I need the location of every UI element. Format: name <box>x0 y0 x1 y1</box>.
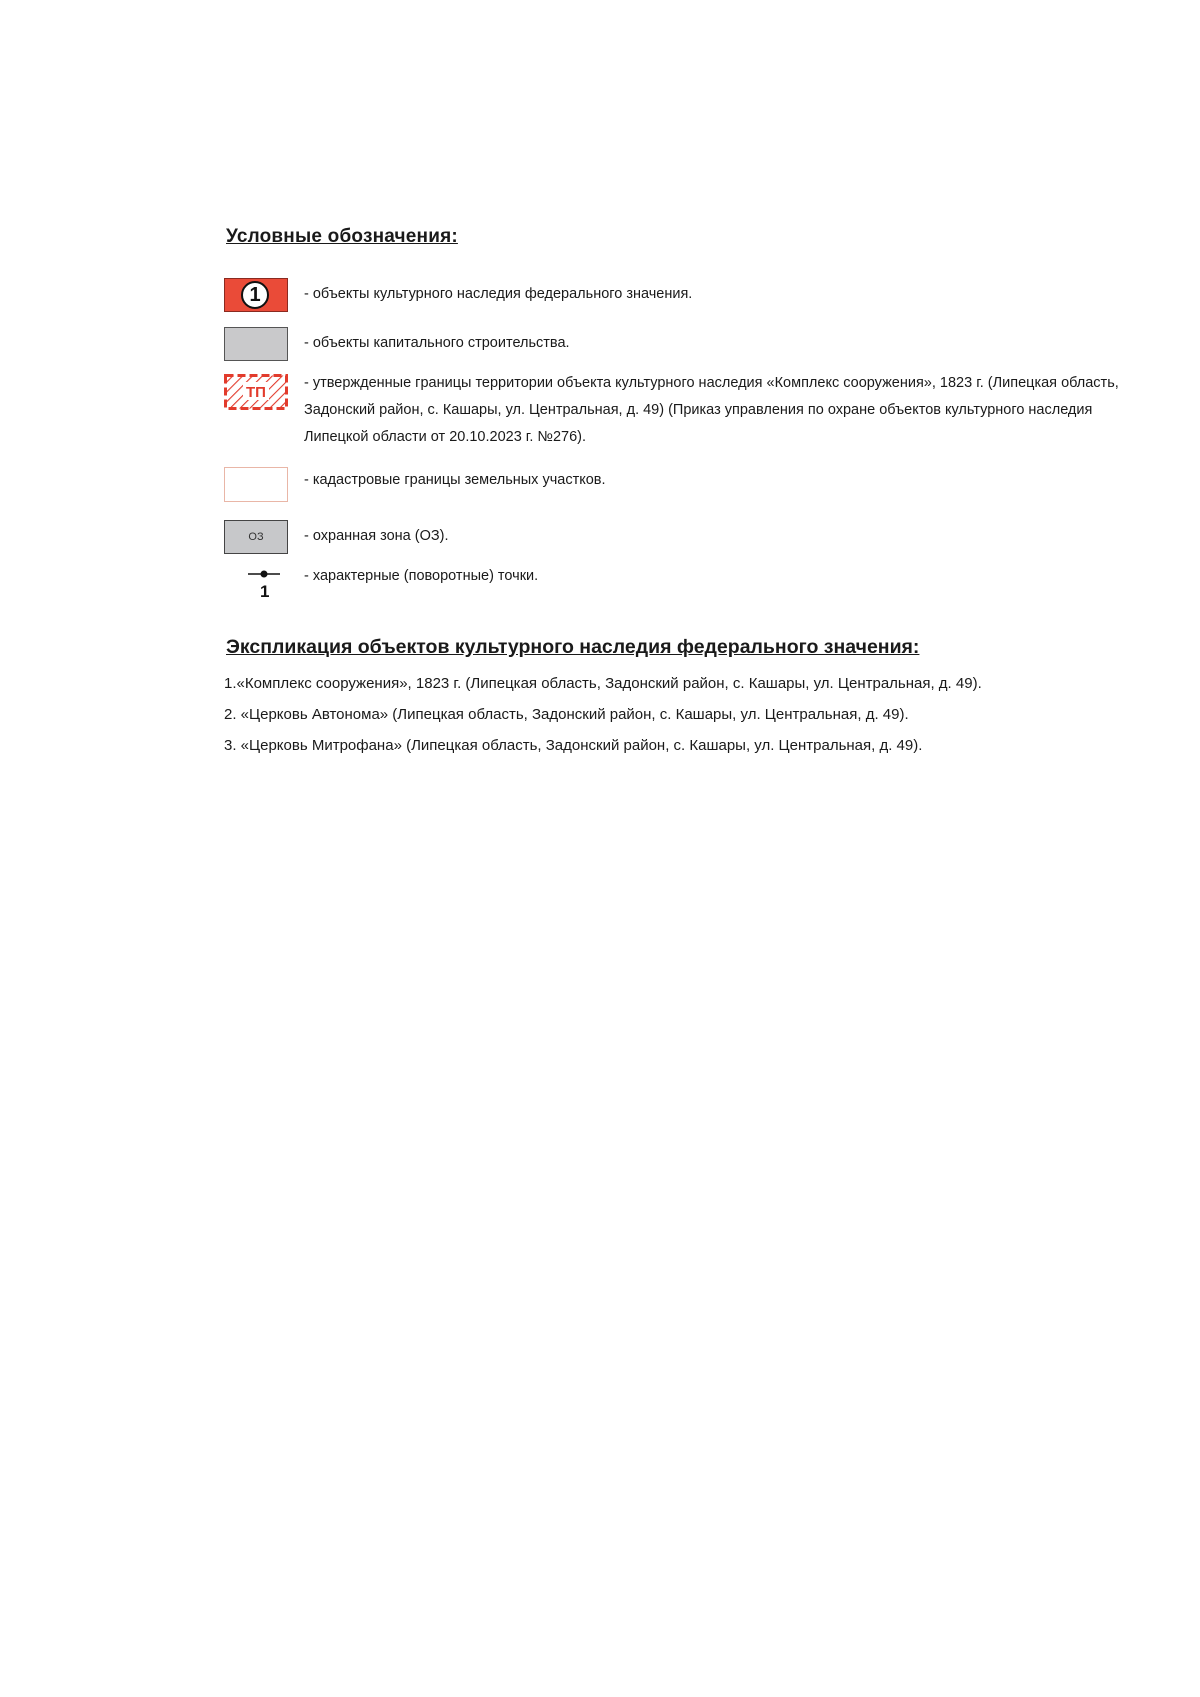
legend-item-federal-heritage <box>224 278 1124 314</box>
territory-code: ТП <box>246 384 266 401</box>
legend-item-cadastral-boundary <box>224 467 1124 503</box>
explication-item: 3. «Церковь Митрофана» (Липецкая область, Задонский район, с. Кашары, ул. Центральная, д. 49). <box>224 737 923 754</box>
legend-item-label: - охранная зона (ОЗ). <box>304 528 449 544</box>
turning-point-number: 1 <box>260 582 270 601</box>
legend-item-protection-zone <box>224 520 1124 556</box>
legend-item-turning-points <box>224 566 1124 606</box>
legend-item-label: - объекты культурного наследия федерального значения. <box>304 286 693 302</box>
legend-item-label: - кадастровые границы земельных участков. <box>304 472 606 488</box>
turning-point-swatch <box>224 566 288 606</box>
capital-construction-swatch <box>224 327 288 361</box>
explication-title: Экспликация объектов культурного наследия федерального значения: <box>226 636 920 658</box>
legend-item-territory-boundary <box>224 374 1124 460</box>
cadastral-boundary-swatch <box>224 467 288 502</box>
legend-title: Условные обозначения: <box>226 226 458 247</box>
protection-zone-swatch: ОЗ <box>224 520 288 554</box>
turning-point-icon <box>224 566 288 582</box>
territory-boundary-swatch <box>224 374 288 410</box>
federal-heritage-swatch <box>224 278 288 312</box>
legend-item-label: - объекты капитального строительства. <box>304 335 570 351</box>
legend-item-label: - характерные (поворотные) точки. <box>304 568 539 584</box>
explication-item: 1.«Комплекс сооружения», 1823 г. (Липецкая область, Задонский район, с. Кашары, ул. Центральная, д. 49). <box>224 675 982 692</box>
legend-item-label: - утвержденные границы территории объекта культурного наследия «Комплекс сооружения», 1823 г. (Липецкая область, Задонский район, с. Кашары, ул. Центральная, д. 49) (Приказ управления по охране объектов культурного наследия Липецкой области от 20.10.2023 г. №276). <box>304 375 1119 445</box>
explication-item: 2. «Церковь Автонома» (Липецкая область, Задонский район, с. Кашары, ул. Центральная, д. 49). <box>224 706 909 723</box>
legend-item-capital-construction <box>224 327 1124 363</box>
object-number-marker: 1 <box>241 281 269 309</box>
hatched-boundary-icon <box>224 374 288 410</box>
